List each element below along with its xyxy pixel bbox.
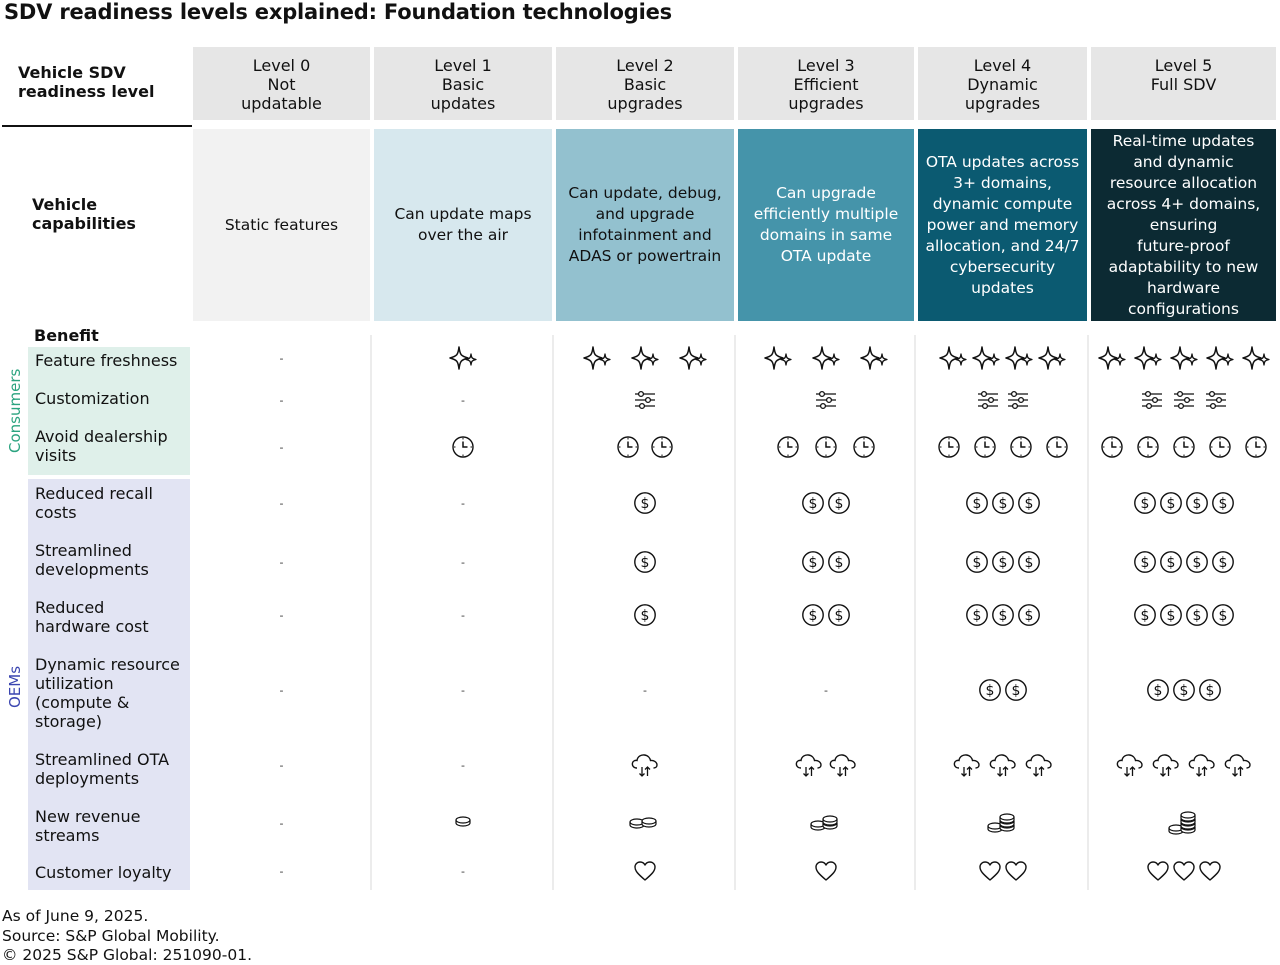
dollar-coin-icon [965,550,989,574]
benefit-cell [193,548,370,576]
benefit-cell [193,676,370,704]
cloud-sync-icon [1187,752,1217,778]
benefit-cell [918,386,1087,414]
svg-text:$: $ [834,496,844,512]
sparkle-icon [1242,345,1270,371]
benefit-cell [738,386,914,414]
svg-text:$: $ [808,555,818,571]
benefit-cell [918,344,1087,372]
benefit-label: Streamlined OTA deployments [35,750,170,788]
svg-text:$: $ [972,608,981,624]
cloud-sync-icon [1151,752,1181,778]
svg-text:$: $ [1011,683,1020,699]
dollar-coin-icon [991,491,1015,515]
cloud-sync-icon [1223,752,1253,778]
dollar-coin-icon [1185,550,1209,574]
benefit-cell [556,857,734,885]
empty-mark: - [461,758,465,772]
cloud-sync-icon [1024,752,1054,778]
level-header-4: Level 4 Dynamic upgrades [918,47,1087,120]
dollar-coin-icon [801,491,825,515]
benefit-cell [1091,548,1276,576]
dollar-coin-icon [633,603,657,627]
dollar-coin-icon [1172,678,1196,702]
capability-cell-level-0: Static features [193,129,370,321]
capability-cell-level-1: Can update maps over the air [374,129,552,321]
svg-text:$: $ [1218,608,1227,624]
level-header-5: Level 5 Full SDV [1091,47,1276,120]
benefit-cell [1091,386,1276,414]
dollar-coin-icon [827,491,851,515]
dollar-coin-icon [1017,603,1041,627]
empty-mark: - [461,555,465,569]
benefit-cell [556,344,734,372]
sparkle-icon [583,345,611,371]
svg-text:$: $ [1140,496,1149,512]
readiness-level-row-label: Vehicle SDV readiness level [18,63,155,101]
svg-text:$: $ [972,496,981,512]
benefit-cell [738,489,914,517]
sparkle-icon [1005,345,1033,371]
empty-mark: - [279,555,284,569]
cloud-sync-icon [630,752,660,778]
benefit-label: New revenue streams [35,807,141,845]
benefit-cell [738,601,914,629]
benefit-cell [556,676,734,704]
dollar-coin-icon [991,603,1015,627]
coin-stack-icon [987,810,1019,836]
capability-cell-level-2: Can update, debug, and upgrade infotainment and ADAS or powertrain [556,129,734,321]
column-separator [1087,335,1089,890]
benefit-label: Avoid dealership visits [35,427,168,465]
cloud-sync-icon [1115,752,1145,778]
column-separator [370,335,372,890]
benefit-cell [193,489,370,517]
benefit-cell [918,433,1087,461]
cloud-sync-icon [794,752,824,778]
sparkle-icon [939,345,967,371]
svg-text:$: $ [1192,608,1201,624]
svg-text:$: $ [1024,496,1033,512]
svg-text:$: $ [998,555,1007,571]
benefit-cell [918,751,1087,779]
clock-icon [1136,435,1160,459]
benefit-cell [738,433,914,461]
dollar-coin-icon [633,491,657,515]
benefit-cell [374,601,552,629]
benefit-cell [918,809,1087,837]
benefit-cell [1091,751,1276,779]
dollar-coin-icon [1004,678,1028,702]
footnote-line: © 2025 S&P Global: 251090-01. [2,946,253,964]
benefit-cell [556,386,734,414]
sparkle-icon [972,345,1000,371]
sparkle-icon [1206,345,1234,371]
svg-text:$: $ [640,555,650,571]
consumers-group-label: Consumers [6,368,24,453]
sparkle-icon [1170,345,1198,371]
sliders-icon [815,390,837,410]
benefit-cell [738,809,914,837]
dollar-coin-icon [1159,550,1183,574]
sparkle-icon [812,345,840,371]
benefit-cell [193,601,370,629]
clock-icon [776,435,800,459]
benefit-cell [556,433,734,461]
dollar-coin-icon [827,603,851,627]
cloud-sync-icon [952,752,982,778]
dollar-coin-icon [1211,603,1235,627]
empty-mark: - [279,351,284,365]
capability-cell-level-4: OTA updates across 3+ domains, dynamic compute power and memory allocation, and 24/7 cybersecurity updates [918,129,1087,321]
sparkle-icon [449,345,477,371]
benefit-cell [374,548,552,576]
footnote-line: Source: S&P Global Mobility. [2,926,220,945]
dollar-coin-icon [801,550,825,574]
benefit-cell [193,809,370,837]
sparkle-icon [679,345,707,371]
svg-text:$: $ [1179,683,1188,699]
heart-icon [1172,860,1196,882]
empty-mark: - [461,496,465,510]
empty-mark: - [279,864,284,878]
dollar-coin-icon [1159,603,1183,627]
dollar-coin-icon [1211,550,1235,574]
benefit-cell [918,676,1087,704]
svg-text:$: $ [1140,608,1149,624]
svg-text:$: $ [972,555,981,571]
svg-text:$: $ [808,608,818,624]
clock-icon [1100,435,1124,459]
empty-mark: - [461,393,465,407]
empty-mark: - [279,393,284,407]
dollar-coin-icon [1211,491,1235,515]
heart-icon [814,860,838,882]
benefit-cell [374,676,552,704]
dollar-coin-icon [1133,603,1157,627]
column-separator [552,335,554,890]
sliders-icon [634,390,656,410]
benefit-cell [1091,857,1276,885]
clock-icon [650,435,674,459]
benefit-cell [374,489,552,517]
column-separator [734,335,736,890]
svg-text:$: $ [1166,496,1175,512]
svg-text:$: $ [1166,608,1175,624]
benefit-cell [1091,601,1276,629]
dollar-coin-icon [965,491,989,515]
empty-mark: - [279,440,284,454]
svg-text:$: $ [640,608,650,624]
clock-icon [937,435,961,459]
svg-text:$: $ [998,496,1007,512]
dollar-coin-icon [1185,603,1209,627]
heart-icon [1198,860,1222,882]
empty-mark: - [279,758,284,772]
benefit-cell [918,548,1087,576]
capabilities-row-label: Vehicle capabilities [32,195,136,233]
sparkle-icon [631,345,659,371]
clock-icon [1244,435,1268,459]
svg-text:$: $ [1166,555,1175,571]
svg-text:$: $ [1192,496,1201,512]
clock-icon [1009,435,1033,459]
dollar-coin-icon [991,550,1015,574]
benefit-cell [193,344,370,372]
sliders-icon [1141,390,1163,410]
benefit-cell [738,751,914,779]
benefit-cell [193,751,370,779]
level-header-1: Level 1 Basic updates [374,47,552,120]
svg-text:$: $ [834,608,844,624]
heart-icon [1004,860,1028,882]
dollar-coin-icon [827,550,851,574]
benefit-cell [556,809,734,837]
benefit-cell [193,386,370,414]
empty-mark: - [279,683,284,697]
benefit-cell [1091,344,1276,372]
dollar-coin-icon [978,678,1002,702]
svg-text:$: $ [1205,683,1214,699]
benefit-label: Customer loyalty [35,863,172,882]
sparkle-icon [764,345,792,371]
coin-stack-icon [1168,810,1200,836]
empty-mark: - [279,496,284,510]
clock-icon [1208,435,1232,459]
benefit-cell [738,344,914,372]
benefit-cell [918,489,1087,517]
benefit-cell [193,433,370,461]
benefit-cell [556,548,734,576]
empty-mark: - [824,683,828,697]
sparkle-icon [1134,345,1162,371]
benefit-cell [738,676,914,704]
benefit-cell [556,751,734,779]
dollar-coin-icon [1159,491,1183,515]
benefit-label: Feature freshness [35,351,178,370]
empty-mark: - [461,608,465,622]
benefit-cell [738,857,914,885]
heart-icon [633,860,657,882]
svg-text:$: $ [1153,683,1162,699]
dollar-coin-icon [1185,491,1209,515]
level-header-0: Level 0 Not updatable [193,47,370,120]
svg-text:$: $ [808,496,818,512]
capability-cell-level-5: Real-time updates and dynamic resource allocation across 4+ domains, ensuring future-proof adaptability to new hardware configurations [1091,129,1276,321]
benefit-cell [374,386,552,414]
sliders-icon [1007,390,1029,410]
benefit-cell [1091,809,1276,837]
svg-text:$: $ [1218,496,1227,512]
dollar-coin-icon [1133,550,1157,574]
clock-icon [973,435,997,459]
cloud-sync-icon [988,752,1018,778]
benefit-cell [374,857,552,885]
benefit-label: Customization [35,389,150,408]
benefit-cell [918,857,1087,885]
benefit-cell [556,601,734,629]
benefit-cell [374,344,552,372]
coin-stack-icon [810,810,842,836]
heart-icon [978,860,1002,882]
column-separator [914,335,916,890]
svg-text:$: $ [1024,555,1033,571]
page-title: SDV readiness levels explained: Foundation technologies [4,0,672,24]
benefit-cell [374,751,552,779]
benefit-label: Reduced hardware cost [35,598,149,636]
sliders-icon [977,390,999,410]
svg-text:$: $ [1192,555,1201,571]
benefit-label: Reduced recall costs [35,484,153,522]
empty-mark: - [461,864,465,878]
footnote-line: As of June 9, 2025. [2,907,149,925]
svg-text:$: $ [640,496,650,512]
cloud-sync-icon [828,752,858,778]
benefit-label: Streamlined developments [35,541,149,579]
dollar-coin-icon [1017,491,1041,515]
clock-icon [616,435,640,459]
benefit-cell [738,548,914,576]
sliders-icon [1173,390,1195,410]
benefit-cell [374,433,552,461]
dollar-coin-icon [1133,491,1157,515]
dollar-coin-icon [965,603,989,627]
benefit-label: Dynamic resource utilization (compute & storage) [35,655,180,731]
dollar-coin-icon [1198,678,1222,702]
svg-text:$: $ [1024,608,1033,624]
clock-icon [1172,435,1196,459]
heart-icon [1146,860,1170,882]
sparkle-icon [1038,345,1066,371]
coin-stack-icon [454,810,472,836]
dollar-coin-icon [633,550,657,574]
level-header-2: Level 2 Basic upgrades [556,47,734,120]
svg-text:$: $ [985,683,994,699]
dollar-coin-icon [801,603,825,627]
coin-stack-icon [629,810,661,836]
clock-icon [1045,435,1069,459]
svg-text:$: $ [998,608,1007,624]
sparkle-icon [860,345,888,371]
benefit-cell [374,809,552,837]
dollar-coin-icon [1017,550,1041,574]
header-divider [2,125,192,127]
benefit-cell [556,489,734,517]
clock-icon [852,435,876,459]
svg-text:$: $ [834,555,844,571]
oems-group-label: OEMs [6,665,24,708]
benefit-heading: Benefit [34,326,99,345]
benefit-cell [1091,489,1276,517]
empty-mark: - [461,683,465,697]
empty-mark: - [279,608,284,622]
dollar-coin-icon [1146,678,1170,702]
benefit-cell [193,857,370,885]
empty-mark: - [643,683,647,697]
capability-cell-level-3: Can upgrade efficiently multiple domains in same OTA update [738,129,914,321]
svg-text:$: $ [1140,555,1149,571]
clock-icon [451,435,475,459]
sparkle-icon [1098,345,1126,371]
benefit-cell [1091,676,1276,704]
sliders-icon [1205,390,1227,410]
benefit-cell [1091,433,1276,461]
empty-mark: - [279,816,284,830]
svg-text:$: $ [1218,555,1227,571]
level-header-3: Level 3 Efficient upgrades [738,47,914,120]
benefit-cell [918,601,1087,629]
clock-icon [814,435,838,459]
